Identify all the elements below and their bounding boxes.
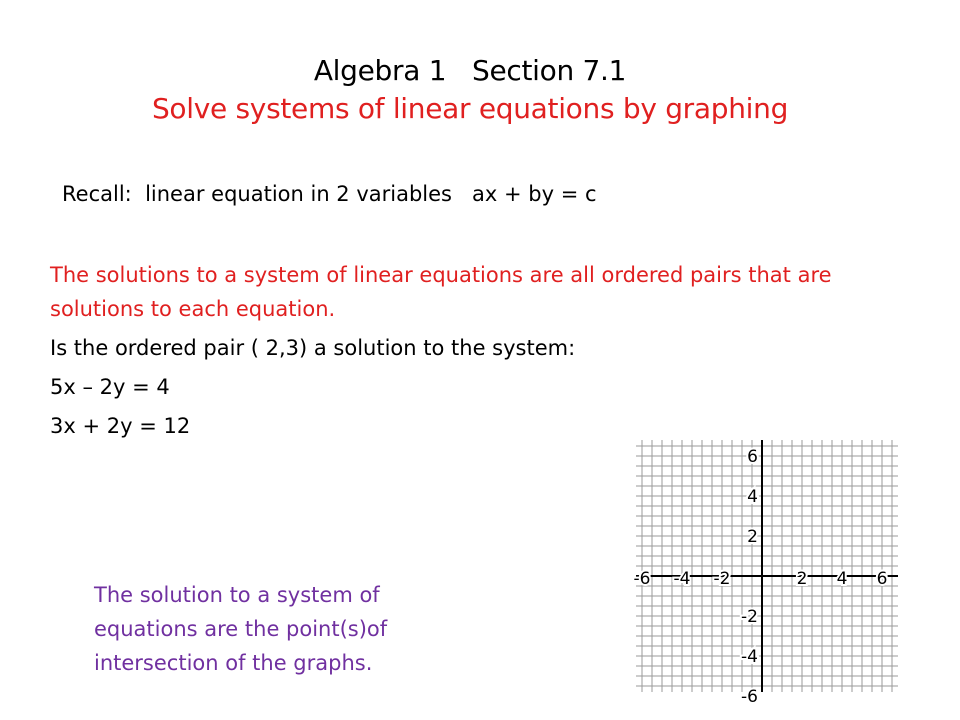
body-text [50, 258, 870, 448]
slide-title [0, 52, 940, 128]
x-tick-label: 2 [796, 569, 808, 589]
y-tick-label: 4 [747, 487, 758, 507]
title-topic: Solve systems of linear equations by graphing [151, 92, 789, 125]
equation-2: 3x + 2y = 12 [50, 414, 191, 438]
equation-1: 5x – 2y = 4 [50, 375, 170, 399]
y-tick-label: -6 [741, 687, 758, 707]
y-tick-label: 2 [747, 527, 758, 547]
grid-lines [633, 440, 898, 692]
definition-text: The solutions to a system of linear equations are all ordered pairs that are solutions to each equation. [50, 263, 832, 321]
x-tick-label: -4 [673, 569, 691, 589]
x-tick-label: -2 [713, 569, 731, 589]
recall-text: Recall: linear equation in 2 variables ax + by = c [62, 182, 597, 206]
coordinate-grid [633, 440, 898, 707]
x-tick-label: 6 [876, 569, 888, 589]
y-tick-label: -4 [741, 647, 758, 667]
y-tick-label: 6 [747, 447, 758, 467]
title-section: Algebra 1 Section 7.1 [313, 54, 627, 87]
x-tick-label: 4 [836, 569, 848, 589]
question-text: Is the ordered pair ( 2,3) a solution to the system: [50, 336, 576, 360]
y-tick-label: -2 [741, 607, 758, 627]
intersection-note: The solution to a system of equations are the point(s)of intersection of the graphs. [94, 583, 388, 675]
x-tick-label: -6 [633, 569, 651, 589]
